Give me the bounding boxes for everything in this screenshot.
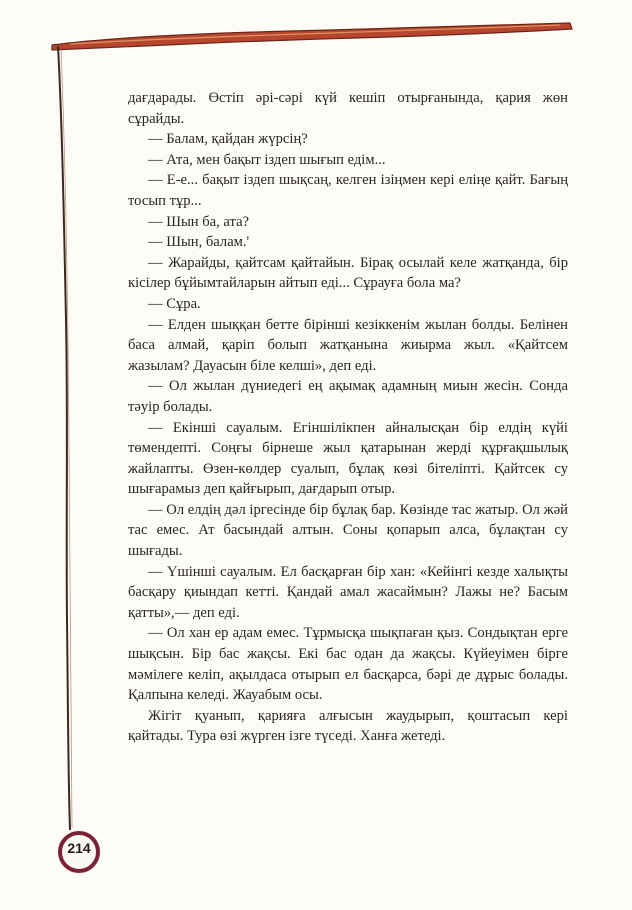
body-text [128,88,568,747]
paragraph: Жігіт қуанып, қарияға алғысын жаудырып, қоштасып кері қайтады. Тура өзі жүрген ізге түседі. Ханға жетеді. [128,707,568,745]
paragraph: дағдарады. Өстіп әрі-сәрі күй кешіп отырғанында, қария жөн сұрайды. [128,90,568,127]
paragraph: — Сұра. [148,295,201,312]
paragraph: — Е-е... бақыт іздеп шықсаң, келген ізіңмен кері еліңе қайт. Бағың тосып тұр... [128,172,568,209]
paragraph: — Жарайды, қайтсам қайтайын. Бірақ осылай келе жатқанда, бір кісілер бұйымтайларын айтып еді... Сұрауға бола ма? [128,254,568,292]
paragraph: — Елден шыққан бетте бірінші кезіккенім жылан болды. Белінен баса алмай, қаріп болып жатқанына жиырма жыл. «Қайтсем жазылам? Дауасын біле келші», деп еді. [128,316,568,374]
paragraph: — Ол хан ер адам емес. Тұрмысқа шықпаған қыз. Сондықтан ерге шықсын. Бір бас жақсы. Екі бас одан да жақсы. Күйеуімен бірге мәмілеге келіп, ақылдаса отырып ел басқарса, бәрі де дұрыс болады. Қалпына келеді. Жауабым осы. [128,625,568,704]
page-number: 214 [67,840,91,856]
paragraph: — Ол жылан дүниедегі ең ақымақ адамның миын жесін. Сонда тәуір болады. [128,378,568,415]
paragraph: — Шын, балам.' [148,234,250,251]
paragraph: — Ата, мен бақыт іздеп шығып едім... [148,151,386,168]
left-branch-line [58,46,70,830]
paragraph: — Ол елдің дәл іргесінде бір бұлақ бар. Көзінде тас жатыр. Ол жәй тас емес. Ат басындай алтын. Соны қопарып алса, бұлақтан су шығады. [128,501,568,560]
paragraph: — Шын ба, ата? [148,213,250,230]
paragraph: — Балам, қайдан жүрсің? [148,131,308,148]
paragraph: — Үшінші сауалым. Ел басқарған бір хан: «Кейінгі кезде халықты басқару қиындап кетті. Қандай амал жасаймын? Лажы не? Басым қатты»,— деп еді. [128,563,568,621]
paragraph: — Екінші сауалым. Егіншілікпен айналысқан бір елдің күйі төмендепті. Соңғы бірнеше жыл қатарынан жерді құрғақшылық жайлапты. Өзен-көлдер суалып, бұлақ көзі бітеліпті. Қайтсек су шығарамыз деп қайғырып, дағдарып отыр. [128,419,568,498]
